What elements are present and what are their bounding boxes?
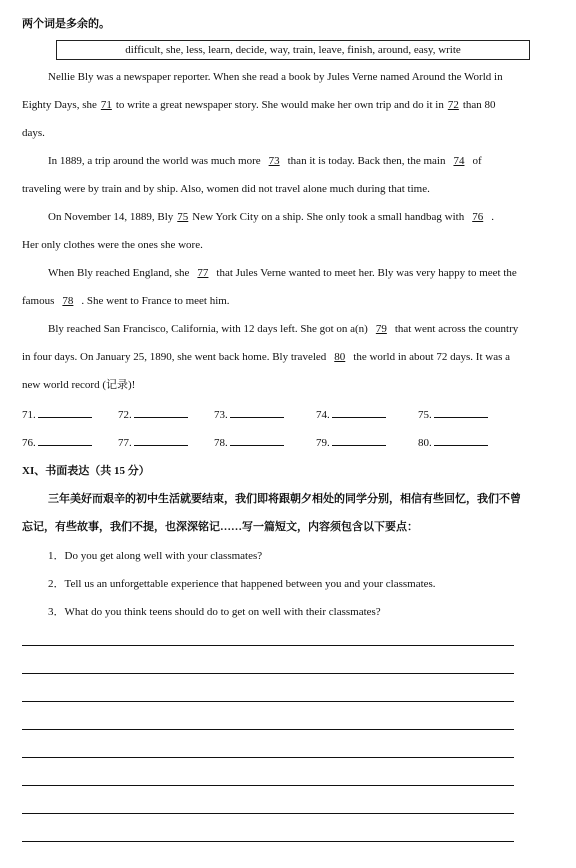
blank-78: 78 <box>62 295 74 307</box>
answer-line <box>230 407 284 418</box>
passage-line: Nellie Bly was a newspaper reporter. When she read a book by Jules Verne named Around the World in <box>48 71 503 83</box>
answer-number: 78. <box>214 437 228 449</box>
passage-line: days. <box>22 127 45 139</box>
answer-number: 73. <box>214 409 228 421</box>
writing-prompt-line: 忘记，有些故事，我们不提，也深深铭记……写一篇短文，内容须包含以下要点： <box>22 521 418 533</box>
answer-number: 77. <box>118 437 132 449</box>
answer-slot-79[interactable] <box>316 435 386 449</box>
passage-line <box>22 294 568 308</box>
blank-72: 72 <box>447 99 459 111</box>
blank-77: 77 <box>197 267 209 279</box>
writing-line[interactable] <box>22 673 514 674</box>
writing-line[interactable] <box>22 813 514 814</box>
writing-point-3: 3．What do you think teens should do to get on well with their classmates? <box>48 606 381 618</box>
passage-text: to write a great newspaper story. She would make her own trip and do it in <box>115 99 444 111</box>
answer-slot-80[interactable] <box>418 435 488 449</box>
passage-line <box>22 322 576 336</box>
answer-line <box>134 407 188 418</box>
passage-text: that went across the country <box>394 323 519 335</box>
answer-line <box>38 407 92 418</box>
passage-line: traveling were by train and by ship. Also, women did not travel alone much during that time. <box>22 183 430 195</box>
blank-75: 75 <box>177 211 189 223</box>
answer-slot-71[interactable] <box>22 407 92 421</box>
passage-text: than it is today. Back then, the main <box>287 155 446 167</box>
passage-text: that Jules Verne wanted to meet her. Bly was very happy to meet the <box>216 267 517 279</box>
answer-slot-72[interactable] <box>118 407 188 421</box>
answer-slot-78[interactable] <box>214 435 284 449</box>
writing-line[interactable] <box>22 645 514 646</box>
answer-number: 72. <box>118 409 132 421</box>
section-title: XI、书面表达（共 15 分） <box>22 465 150 477</box>
passage-line: Her only clothes were the ones she wore. <box>22 239 203 251</box>
passage-line <box>22 350 568 364</box>
answer-number: 79. <box>316 437 330 449</box>
blank-71: 71 <box>100 99 112 111</box>
blank-76: 76 <box>472 211 484 223</box>
writing-line[interactable] <box>22 729 514 730</box>
writing-line[interactable] <box>22 841 514 842</box>
passage-line <box>22 266 576 280</box>
writing-line[interactable] <box>22 701 514 702</box>
writing-point-2: 2．Tell us an unforgettable experience that happened between you and your classmates. <box>48 578 436 590</box>
answer-number: 75. <box>418 409 432 421</box>
answer-slot-76[interactable] <box>22 435 92 449</box>
answer-row <box>22 407 562 421</box>
writing-prompt-line: 三年美好而艰辛的初中生活就要结束，我们即将跟朝夕相处的同学分别，相信有些回忆，我们不曾 <box>48 493 521 505</box>
answer-line <box>332 407 386 418</box>
instruction-tail: 两个词是多余的。 <box>22 18 110 30</box>
answer-row <box>22 435 562 449</box>
passage-text: of <box>472 155 482 167</box>
answer-number: 80. <box>418 437 432 449</box>
blank-80: 80 <box>334 351 346 363</box>
passage-text: famous <box>22 295 55 307</box>
passage-text: Eighty Days, she <box>22 99 97 111</box>
answer-line <box>38 435 92 446</box>
answer-slot-74[interactable] <box>316 407 386 421</box>
answer-number: 74. <box>316 409 330 421</box>
passage-text: the world in about 72 days. It was a <box>353 351 510 363</box>
passage-text: . <box>491 211 494 223</box>
blank-73: 73 <box>268 155 280 167</box>
answer-line <box>134 435 188 446</box>
answer-line <box>434 435 488 446</box>
passage-text: On November 14, 1889, Bly <box>48 211 174 223</box>
passage-text: Bly reached San Francisco, California, with 12 days left. She got on a(n) <box>48 323 368 335</box>
writing-line[interactable] <box>22 757 514 758</box>
passage-line: new world record (记录)! <box>22 379 136 391</box>
writing-line[interactable] <box>22 785 514 786</box>
word-bank-box: difficult, she, less, learn, decide, way, train, leave, finish, around, easy, write <box>56 40 530 60</box>
answer-slot-77[interactable] <box>118 435 188 449</box>
answer-line <box>434 407 488 418</box>
answer-slot-75[interactable] <box>418 407 488 421</box>
blank-74: 74 <box>453 155 465 167</box>
writing-point-1: 1．Do you get along well with your classmates? <box>48 550 263 562</box>
passage-text: In 1889, a trip around the world was much more <box>48 155 261 167</box>
blank-79: 79 <box>375 323 387 335</box>
passage-text: New York City on a ship. She only took a small handbag with <box>192 211 465 223</box>
passage-text: than 80 <box>462 99 496 111</box>
answer-number: 71. <box>22 409 36 421</box>
passage-text: When Bly reached England, she <box>48 267 190 279</box>
passage-text: in four days. On January 25, 1890, she went back home. Bly traveled <box>22 351 327 363</box>
answer-number: 76. <box>22 437 36 449</box>
answer-line <box>332 435 386 446</box>
passage-line <box>22 154 576 168</box>
passage-line <box>22 98 568 112</box>
answer-line <box>230 435 284 446</box>
answer-slot-73[interactable] <box>214 407 284 421</box>
passage-line <box>22 210 576 224</box>
passage-text: . She went to France to meet him. <box>81 295 230 307</box>
